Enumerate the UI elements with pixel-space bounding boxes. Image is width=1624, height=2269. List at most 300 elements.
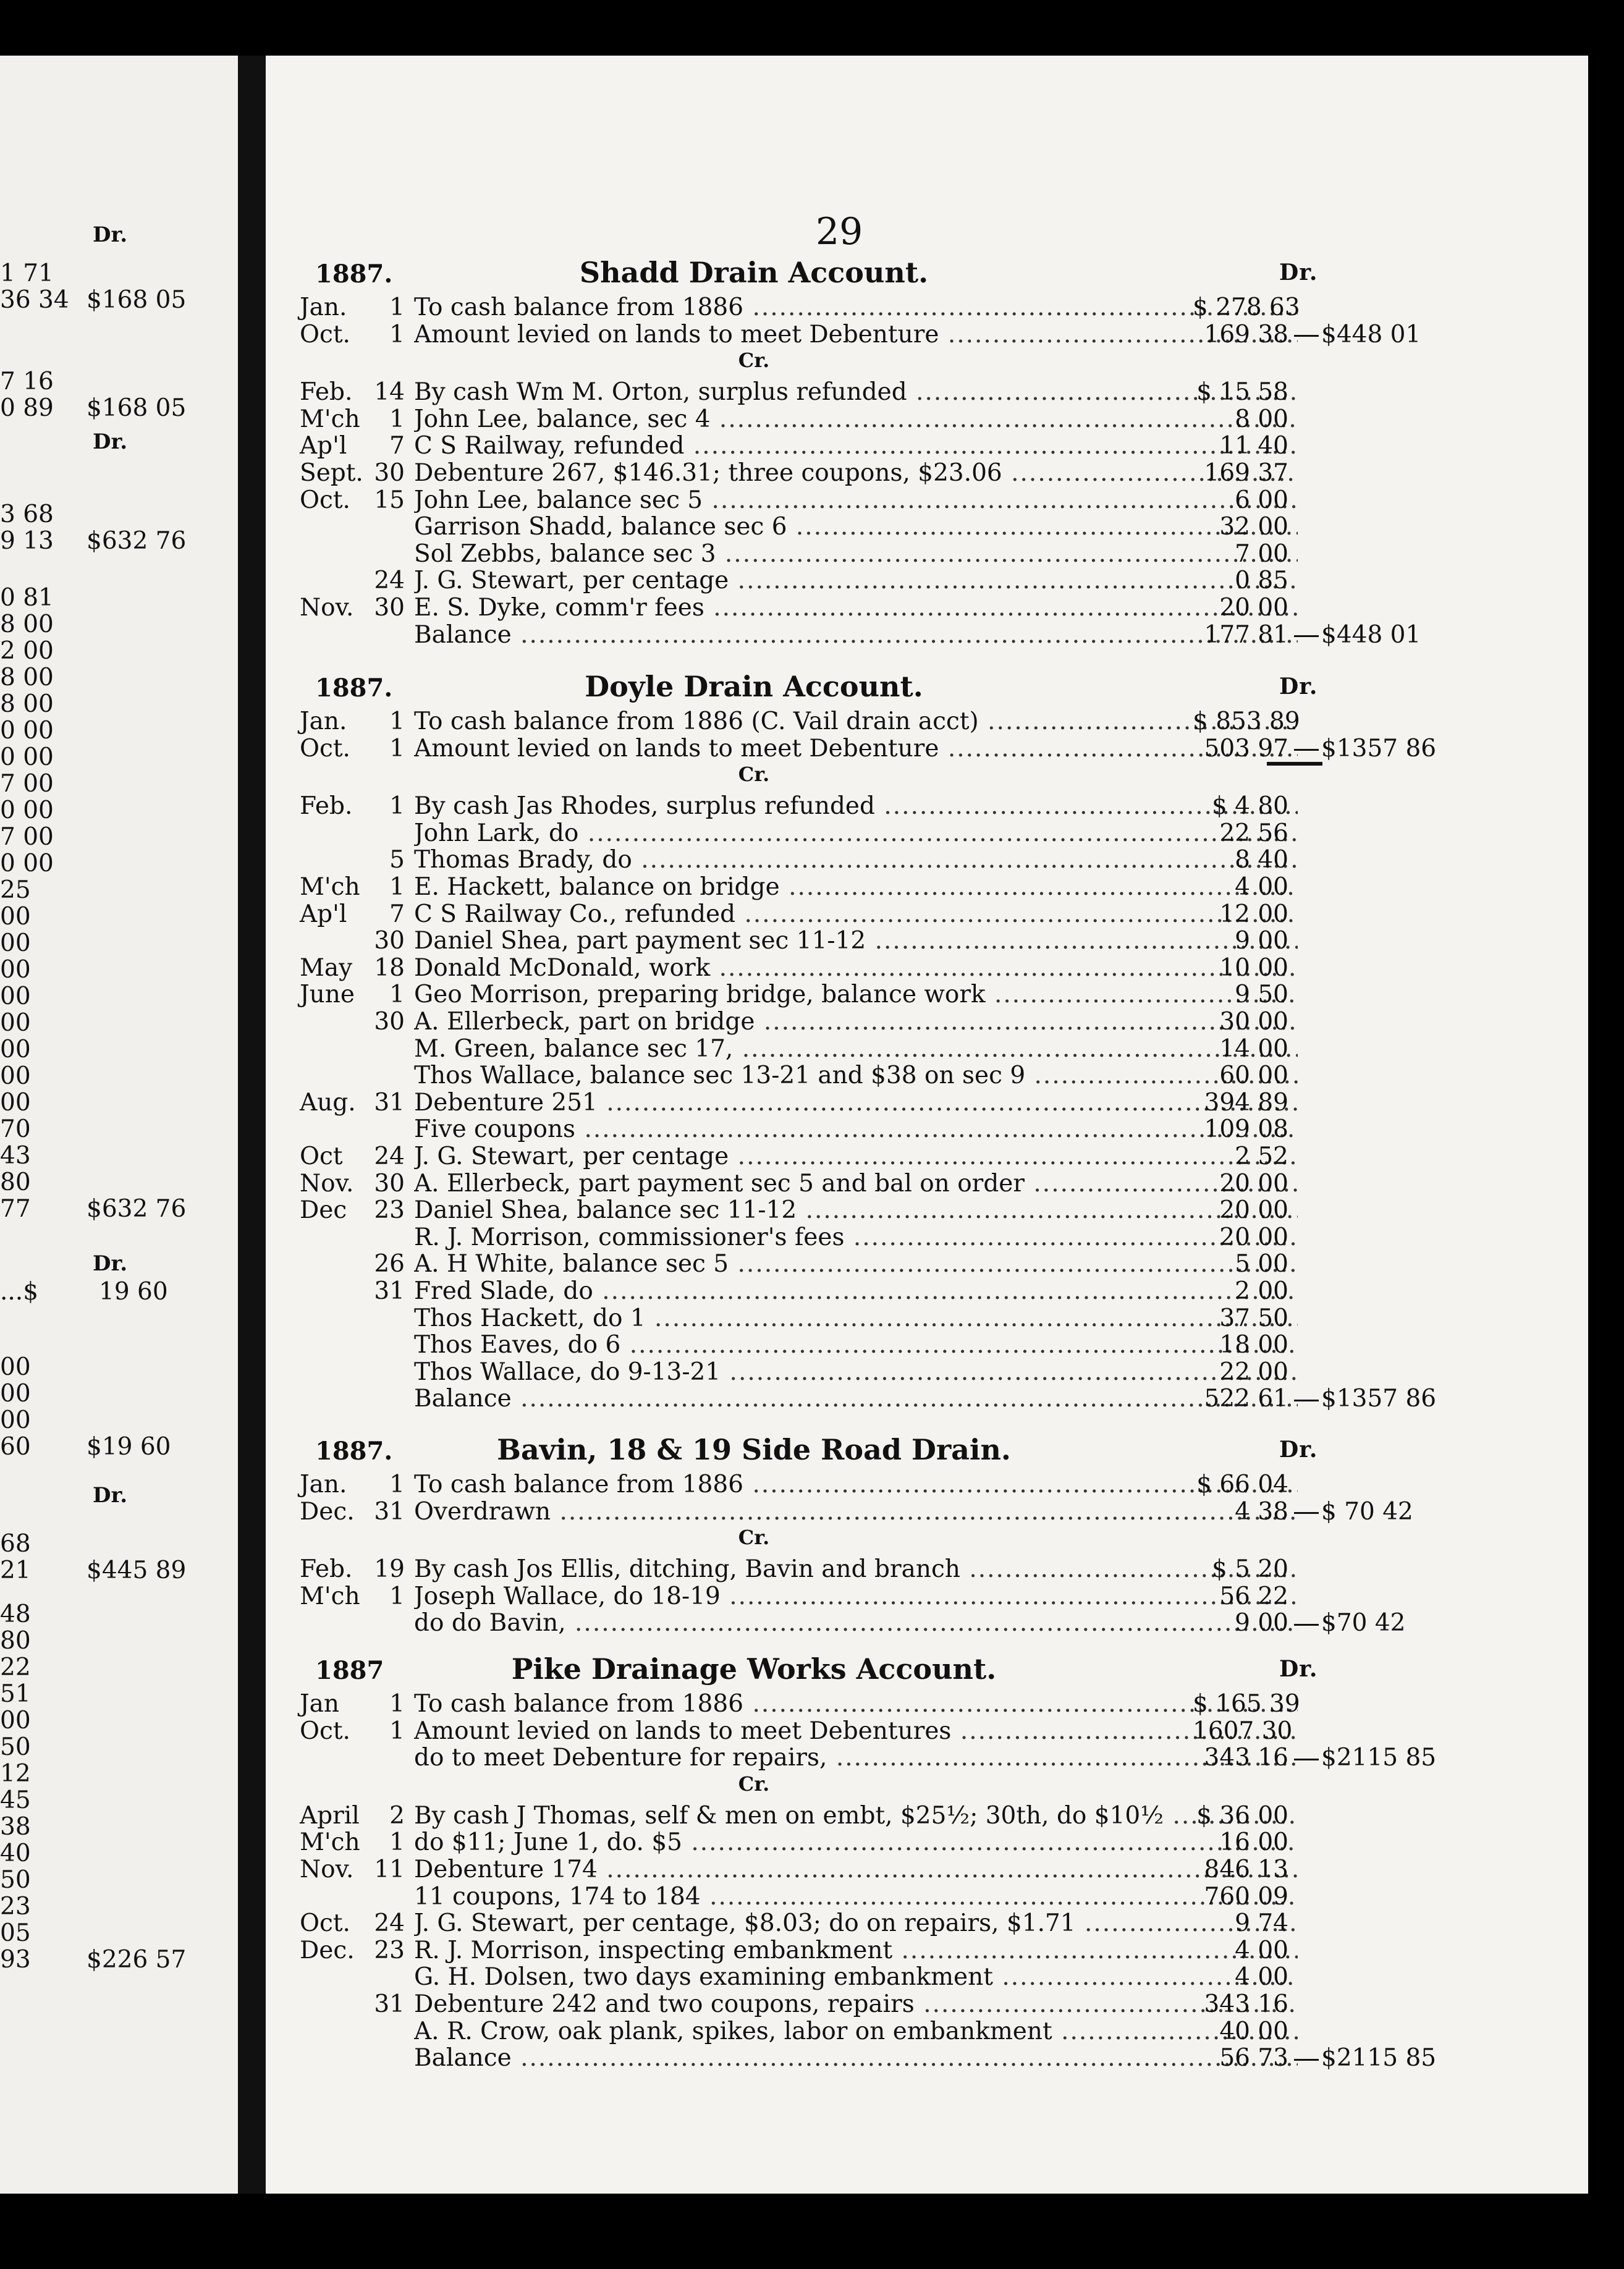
entry-amount: 760 09 xyxy=(1204,1882,1288,1911)
entry-day: 30 xyxy=(374,459,405,487)
total-dash xyxy=(1294,749,1319,751)
entry-amount: 343 16 xyxy=(1204,1744,1288,1772)
entry-amount: 9 00 xyxy=(1235,927,1288,955)
entry-day: 1 xyxy=(389,1717,405,1745)
left-page-amount: 8 00 xyxy=(0,611,54,638)
entry-amount: $ 5 20 xyxy=(1211,1555,1288,1584)
entry-month: Nov. xyxy=(300,594,354,622)
left-page-amount: Dr. xyxy=(93,1483,128,1508)
credit-row xyxy=(266,1196,1588,1223)
entry-day: 1 xyxy=(389,320,405,349)
entry-description: E. Hackett, balance on bridge ..... xyxy=(414,873,1298,901)
entry-description: To cash balance from 1886 ..... xyxy=(414,294,1298,321)
entry-amount: 9 74 xyxy=(1235,1909,1288,1938)
entry-day: 7 xyxy=(389,432,405,460)
total-dash xyxy=(1294,1400,1319,1401)
entry-amount: 40 00 xyxy=(1219,2017,1288,2045)
left-page-total: $445 89 xyxy=(87,1557,187,1584)
entry-day: 1 xyxy=(389,792,405,821)
entry-amount: 7 00 xyxy=(1235,539,1288,568)
entry-amount: 846 13 xyxy=(1204,1856,1288,1883)
entry-amount: 37 50 xyxy=(1219,1304,1288,1332)
credit-row xyxy=(266,927,1588,954)
entry-day: 23 xyxy=(374,1196,405,1225)
entry-day: 11 xyxy=(374,1856,405,1883)
credit-row xyxy=(266,1883,1588,1910)
entry-description: J. G. Stewart, per centage ..... xyxy=(414,567,1298,594)
entry-month: Feb. xyxy=(300,378,353,407)
entry-description: J. G. Stewart, per centage, $8.03; do on repairs, $1.71 ..... xyxy=(414,1909,1298,1937)
credit-row xyxy=(266,1856,1588,1883)
entry-day: 1 xyxy=(389,1582,405,1610)
entry-amount: 4 38 xyxy=(1235,1497,1288,1526)
left-page-amount: 25 xyxy=(0,876,31,904)
entry-total-value: $448 01 xyxy=(1321,620,1421,649)
credit-row xyxy=(266,954,1588,981)
account-title: Doyle Drain Account. xyxy=(585,670,923,703)
left-page-amount: 00 xyxy=(0,982,31,1010)
entry-description: Daniel Shea, part payment sec 11-12 ..... xyxy=(414,927,1298,955)
entry-month: Dec. xyxy=(300,1936,355,1964)
credit-row xyxy=(266,792,1588,819)
entry-description: R. J. Morrison, commissioner's fees ..... xyxy=(414,1223,1298,1251)
account-year: 1887. xyxy=(315,1437,393,1466)
total-dash xyxy=(1294,1759,1319,1760)
entry-month: Dec. xyxy=(300,1497,355,1526)
left-page-total: $632 76 xyxy=(87,527,187,555)
left-page-total: $19 60 xyxy=(87,1433,171,1461)
entry-day: 31 xyxy=(374,1990,405,2018)
entry-day: 24 xyxy=(374,1143,405,1170)
entry-amount: 56 73 xyxy=(1219,2044,1288,2073)
credit-row xyxy=(266,1304,1588,1332)
credit-row xyxy=(266,1035,1588,1062)
entry-description: Amount levied on lands to meet Debenture ..... xyxy=(414,735,1298,763)
entry-description: Thomas Brady, do ..... xyxy=(414,846,1298,874)
entry-month: Jan xyxy=(300,1690,340,1718)
entry-month: June xyxy=(300,981,355,1009)
account-title: Pike Drainage Works Account. xyxy=(511,1652,997,1686)
left-page-amount: 21 xyxy=(0,1557,31,1584)
credit-row xyxy=(266,1385,1588,1412)
entry-amount: 10 00 xyxy=(1219,953,1288,982)
entry-amount: 6 00 xyxy=(1235,486,1288,514)
left-page-amount: 00 xyxy=(0,1406,31,1434)
entry-amount: 30 00 xyxy=(1219,1008,1288,1036)
entry-amount: 169 37 xyxy=(1204,459,1288,487)
entry-description: Donald McDonald, work ..... xyxy=(414,954,1298,982)
entry-amount: 20 00 xyxy=(1219,1169,1288,1198)
credit-row xyxy=(266,873,1588,900)
entry-amount: 4 00 xyxy=(1235,873,1288,901)
credit-row xyxy=(266,1990,1588,2018)
page-number: 29 xyxy=(816,210,863,253)
left-page-amount: 2 00 xyxy=(0,637,54,665)
entry-description: Debenture 267, $146.31; three coupons, $23.06 ..... xyxy=(414,459,1298,487)
left-page-amount: 7 16 xyxy=(0,368,54,395)
entry-total xyxy=(1292,621,1471,649)
entry-month: M'ch xyxy=(300,1828,360,1857)
entry-month: Oct. xyxy=(300,1909,350,1938)
entry-description: Amount levied on lands to meet Debenture ..... xyxy=(414,321,1298,349)
entry-day: 31 xyxy=(374,1497,405,1526)
entry-day: 18 xyxy=(374,953,405,982)
left-page-amount: 80 xyxy=(0,1168,31,1196)
credit-heading: Cr. xyxy=(738,349,770,373)
entry-amount: 18 00 xyxy=(1219,1331,1288,1359)
left-page-amount: 00 xyxy=(0,1062,31,1090)
left-page-amount: 00 xyxy=(0,903,31,931)
credit-row xyxy=(266,378,1588,405)
total-dash xyxy=(1294,335,1319,337)
entry-amount: 177 81 xyxy=(1204,620,1288,649)
entry-description: Thos Eaves, do 6 ..... xyxy=(414,1331,1298,1359)
entry-month: Oct. xyxy=(300,320,350,349)
credit-row xyxy=(266,459,1588,486)
credit-row xyxy=(266,1115,1588,1143)
left-page-amount: 68 xyxy=(0,1530,31,1558)
left-page-amount: 7 00 xyxy=(0,770,54,798)
entry-month: Dec xyxy=(300,1196,347,1225)
left-page-amount: Dr. xyxy=(93,222,128,247)
debit-row xyxy=(266,1744,1588,1771)
left-page-amount: 0 00 xyxy=(0,717,54,745)
account-header xyxy=(266,667,1588,704)
left-page-amount: 00 xyxy=(0,1089,31,1117)
entry-month: Oct. xyxy=(300,1717,350,1745)
entry-amount: 5 00 xyxy=(1235,1250,1288,1278)
credit-row xyxy=(266,1331,1588,1358)
account-year: 1887. xyxy=(315,260,393,289)
left-page-amount: 23 xyxy=(0,1893,31,1920)
entry-amount: $ 4 80 xyxy=(1211,792,1288,821)
entry-day: 31 xyxy=(374,1088,405,1117)
rule-mark xyxy=(1267,762,1322,766)
left-page-amount: 12 xyxy=(0,1760,31,1788)
credit-row xyxy=(266,1937,1588,1964)
entry-day: 1 xyxy=(389,405,405,433)
entry-month: Feb. xyxy=(300,792,353,821)
entry-description: do to meet Debenture for repairs, ..... xyxy=(414,1744,1298,1772)
entry-description: By cash Jos Ellis, ditching, Bavin and branch ..... xyxy=(414,1555,1298,1583)
entry-description: By cash Jas Rhodes, surplus refunded ..... xyxy=(414,792,1298,820)
entry-description: A. Ellerbeck, part payment sec 5 and bal on order ..... xyxy=(414,1170,1298,1198)
entry-amount: 0 85 xyxy=(1235,567,1288,595)
credit-row xyxy=(266,1358,1588,1385)
entry-day: 5 xyxy=(389,846,405,874)
left-page-total: $632 76 xyxy=(87,1195,187,1223)
entry-month: Ap'l xyxy=(300,432,347,460)
entry-total xyxy=(1292,1498,1471,1526)
entry-description: By cash Wm M. Orton, surplus refunded ..... xyxy=(414,378,1298,406)
debit-row xyxy=(266,1471,1588,1498)
entry-day: 30 xyxy=(374,1008,405,1036)
left-page-total: $168 05 xyxy=(87,286,187,314)
credit-row xyxy=(266,432,1588,459)
left-page-amount: 00 xyxy=(0,1707,31,1734)
entry-description: M. Green, balance sec 17, ..... xyxy=(414,1035,1298,1063)
entry-total xyxy=(1292,1744,1471,1772)
entry-day: 24 xyxy=(374,1909,405,1938)
credit-row xyxy=(266,1143,1588,1170)
entry-description: Amount levied on lands to meet Debentures ..... xyxy=(414,1717,1298,1745)
entry-amount: 22 56 xyxy=(1219,819,1288,847)
entry-amount: 32 00 xyxy=(1219,513,1288,541)
entry-month: Aug. xyxy=(300,1088,356,1117)
entry-description: A. R. Crow, oak plank, spikes, labor on embankment ..... xyxy=(414,2018,1298,2045)
credit-row xyxy=(266,486,1588,513)
debit-row xyxy=(266,294,1588,321)
entry-description: Geo Morrison, preparing bridge, balance work ..... xyxy=(414,981,1298,1008)
entry-description: Garrison Shadd, balance sec 6 ..... xyxy=(414,513,1298,541)
entry-amount: 16 00 xyxy=(1219,1828,1288,1857)
credit-row xyxy=(266,1582,1588,1610)
entry-month: April xyxy=(300,1801,360,1830)
entry-description: C S Railway Co., refunded ..... xyxy=(414,900,1298,928)
entry-day: 26 xyxy=(374,1250,405,1278)
left-page-amount: 00 xyxy=(0,929,31,957)
entry-total-value: $1357 86 xyxy=(1321,1385,1437,1413)
left-page-amount: 22 xyxy=(0,1654,31,1681)
entry-amount: $ 278 63 xyxy=(1193,294,1300,321)
entry-amount: 22 00 xyxy=(1219,1358,1288,1386)
entry-description: Fred Slade, do ..... xyxy=(414,1277,1298,1305)
credit-row xyxy=(266,1555,1588,1582)
entry-day: 19 xyxy=(374,1555,405,1584)
entry-amount: 4 00 xyxy=(1235,1936,1288,1964)
left-page-amount: 8 00 xyxy=(0,690,54,718)
entry-amount: 14 00 xyxy=(1219,1034,1288,1063)
credit-heading: Cr. xyxy=(738,1526,770,1550)
entry-amount: 109 08 xyxy=(1204,1115,1288,1144)
entry-total-value: $2115 85 xyxy=(1321,1744,1437,1772)
entry-day: 1 xyxy=(389,1828,405,1857)
left-page-amount: Dr. xyxy=(93,1251,128,1276)
entry-day: 14 xyxy=(374,378,405,407)
credit-row xyxy=(266,567,1588,594)
left-page-amount: 7 00 xyxy=(0,823,54,851)
left-page-amount: 50 xyxy=(0,1866,31,1894)
entry-amount: 522 61 xyxy=(1204,1385,1288,1413)
credit-row xyxy=(266,981,1588,1008)
left-page-amount: 80 xyxy=(0,1627,31,1655)
left-page-amount: 0 81 xyxy=(0,584,54,612)
entry-amount: $ 66 04 xyxy=(1196,1471,1288,1498)
entry-day: 30 xyxy=(374,1169,405,1198)
left-page-amount: 45 xyxy=(0,1786,31,1814)
credit-heading: Cr. xyxy=(738,763,770,787)
credit-row xyxy=(266,594,1588,621)
entry-description: A. H White, balance sec 5 ..... xyxy=(414,1250,1298,1278)
entry-amount: 20 00 xyxy=(1219,1223,1288,1251)
entry-description: Balance ..... xyxy=(414,1385,1298,1413)
entry-amount: 169 38 xyxy=(1204,320,1288,349)
credit-row xyxy=(266,1802,1588,1829)
total-dash xyxy=(1294,2059,1319,2061)
entry-amount: 56 22 xyxy=(1219,1582,1288,1610)
entry-amount: 60 00 xyxy=(1219,1062,1288,1090)
left-page-amount: 40 xyxy=(0,1840,31,1867)
total-dash xyxy=(1294,635,1319,637)
credit-row xyxy=(266,846,1588,873)
credit-row xyxy=(266,513,1588,540)
entry-month: Ap'l xyxy=(300,900,347,928)
credit-row xyxy=(266,1008,1588,1035)
left-page-amount: 93 xyxy=(0,1946,31,1974)
left-page-amount: 3 68 xyxy=(0,501,54,528)
credit-row xyxy=(266,1170,1588,1197)
entry-amount: 9 50 xyxy=(1235,981,1288,1009)
account-header xyxy=(266,1650,1588,1687)
entry-total-value: $448 01 xyxy=(1321,320,1421,349)
entry-day: 1 xyxy=(389,1690,405,1718)
entry-amount: 503 97 xyxy=(1204,734,1288,763)
entry-day: 1 xyxy=(389,1471,405,1498)
entry-description: Daniel Shea, balance sec 11-12 ..... xyxy=(414,1196,1298,1224)
account-year: 1887. xyxy=(315,674,393,703)
credit-row xyxy=(266,900,1588,927)
entry-description: Balance ..... xyxy=(414,621,1298,649)
entry-description: Thos Wallace, do 9-13-21 ..... xyxy=(414,1358,1298,1386)
account-header xyxy=(266,253,1588,290)
entry-day: 1 xyxy=(389,873,405,901)
entry-description: Five coupons ..... xyxy=(414,1115,1298,1143)
entry-description: R. J. Morrison, inspecting embankment ..... xyxy=(414,1937,1298,1964)
entry-description: John Lark, do ..... xyxy=(414,819,1298,847)
entry-month: May xyxy=(300,953,353,982)
left-page-amount: 60 xyxy=(0,1433,31,1461)
entry-month: Jan. xyxy=(300,708,347,735)
entry-description: Thos Hackett, do 1 ..... xyxy=(414,1304,1298,1332)
entry-description: Balance ..... xyxy=(414,2044,1298,2072)
entry-total xyxy=(1292,2044,1471,2072)
entry-amount: $ 15 58 xyxy=(1196,378,1288,407)
entry-amount: $ 36 00 xyxy=(1196,1801,1288,1830)
entry-total-value: $ 70 42 xyxy=(1321,1497,1413,1526)
entry-month: Nov. xyxy=(300,1169,354,1198)
entry-month: Jan. xyxy=(300,294,347,321)
credit-row xyxy=(266,1250,1588,1277)
debit-heading: Dr. xyxy=(1279,1656,1318,1682)
entry-day: 2 xyxy=(389,1801,405,1830)
left-page-amount: 51 xyxy=(0,1680,31,1708)
ledger-page xyxy=(266,56,1588,2194)
entry-description: A. Ellerbeck, part on bridge ..... xyxy=(414,1008,1298,1036)
entry-day: 15 xyxy=(374,486,405,514)
left-page-fragment xyxy=(0,56,238,2194)
entry-description: C S Railway, refunded ..... xyxy=(414,432,1298,460)
entry-amount: 394 89 xyxy=(1204,1088,1288,1117)
entry-description: To cash balance from 1886 ..... xyxy=(414,1471,1298,1498)
entry-amount: 20 00 xyxy=(1219,1196,1288,1225)
credit-row xyxy=(266,1909,1588,1937)
account-header xyxy=(266,1430,1588,1468)
entry-description: Debenture 251 ..... xyxy=(414,1089,1298,1117)
left-page-amount: 48 xyxy=(0,1600,31,1628)
left-page-amount: 0 00 xyxy=(0,850,54,877)
entry-amount: $ 853 89 xyxy=(1193,708,1300,735)
debit-heading: Dr. xyxy=(1279,260,1318,285)
entry-description: Debenture 242 and two coupons, repairs ..... xyxy=(414,1990,1298,2018)
credit-row xyxy=(266,405,1588,433)
entry-day: 30 xyxy=(374,594,405,622)
credit-row xyxy=(266,1609,1588,1636)
left-page-amount: 38 xyxy=(0,1813,31,1841)
credit-row xyxy=(266,540,1588,567)
debit-heading: Dr. xyxy=(1279,1437,1318,1463)
debit-row xyxy=(266,735,1588,762)
entry-description: Overdrawn ..... xyxy=(414,1498,1298,1526)
left-page-amount: 00 xyxy=(0,1380,31,1408)
entry-day: 1 xyxy=(389,708,405,735)
entry-description: To cash balance from 1886 (C. Vail drain acct) ..... xyxy=(414,708,1298,735)
entry-month: Oct xyxy=(300,1143,343,1170)
debit-row xyxy=(266,1690,1588,1717)
entry-day: 24 xyxy=(374,567,405,595)
entry-day: 1 xyxy=(389,294,405,321)
total-dash xyxy=(1294,1624,1319,1626)
entry-amount: 9 00 xyxy=(1235,1609,1288,1637)
entry-amount: 8 00 xyxy=(1235,405,1288,433)
entry-description: To cash balance from 1886 ..... xyxy=(414,1690,1298,1718)
credit-row xyxy=(266,621,1588,648)
entry-total-value: $70 42 xyxy=(1321,1609,1406,1637)
debit-row xyxy=(266,708,1588,735)
entry-amount: 1607 30 xyxy=(1193,1717,1293,1745)
credit-row xyxy=(266,1223,1588,1251)
entry-description: John Lee, balance sec 5 ..... xyxy=(414,486,1298,514)
debit-heading: Dr. xyxy=(1279,674,1318,699)
left-page-amount: 36 34 xyxy=(0,286,69,314)
credit-row xyxy=(266,819,1588,847)
debit-row xyxy=(266,1498,1588,1525)
entry-description: G. H. Dolsen, two days examining embankment ..... xyxy=(414,1963,1298,1991)
entry-description: do $11; June 1, do. $5 ..... xyxy=(414,1828,1298,1856)
entry-month: Oct. xyxy=(300,734,350,763)
account-title: Shadd Drain Account. xyxy=(579,256,929,289)
entry-amount: $ 165 39 xyxy=(1193,1690,1300,1718)
entry-description: By cash J Thomas, self & men on embt, $25½; 30th, do $10½ ..... xyxy=(414,1802,1298,1830)
total-dash xyxy=(1294,1512,1319,1514)
entry-description: J. G. Stewart, per centage ..... xyxy=(414,1143,1298,1170)
credit-row xyxy=(266,2044,1588,2071)
account-year: 1887 xyxy=(315,1656,384,1685)
entry-description: Joseph Wallace, do 18-19 ..... xyxy=(414,1582,1298,1610)
entry-day: 1 xyxy=(389,981,405,1009)
entry-description: E. S. Dyke, comm'r fees ..... xyxy=(414,594,1298,622)
credit-heading: Cr. xyxy=(738,1772,770,1796)
left-page-amount: 1 71 xyxy=(0,260,54,287)
entry-month: M'ch xyxy=(300,873,360,901)
entry-month: M'ch xyxy=(300,1582,360,1610)
entry-amount: 8 40 xyxy=(1235,846,1288,874)
left-page-amount: 0 00 xyxy=(0,796,54,824)
credit-row xyxy=(266,1963,1588,1990)
entry-description: do do Bavin, ..... xyxy=(414,1609,1298,1637)
entry-total xyxy=(1292,1385,1471,1413)
left-page-amount: 50 xyxy=(0,1733,31,1761)
entry-description: Sol Zebbs, balance sec 3 ..... xyxy=(414,540,1298,568)
entry-day: 1 xyxy=(389,734,405,763)
credit-row xyxy=(266,1277,1588,1304)
entry-amount: 4 00 xyxy=(1235,1963,1288,1992)
entry-day: 23 xyxy=(374,1936,405,1964)
entry-month: Jan. xyxy=(300,1471,347,1498)
credit-row xyxy=(266,2018,1588,2045)
page-gutter xyxy=(238,56,266,2194)
entry-amount: 12 00 xyxy=(1219,900,1288,928)
entry-day: 7 xyxy=(389,900,405,928)
